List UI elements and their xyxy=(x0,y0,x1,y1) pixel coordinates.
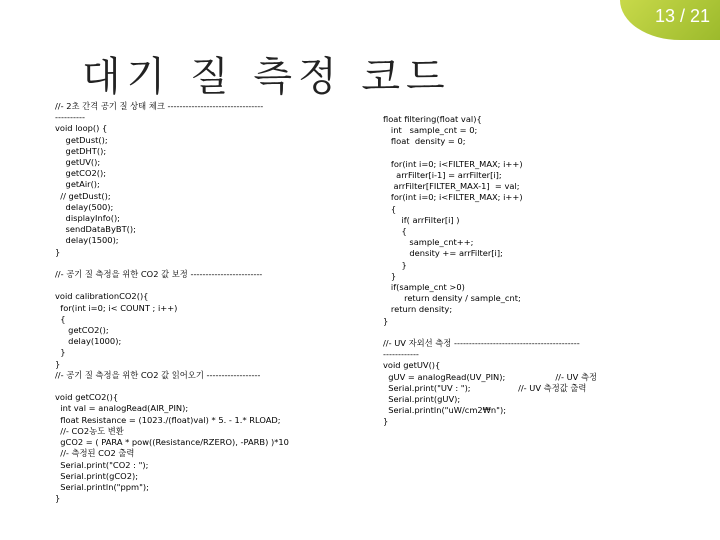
code-block-right: float filtering(float val){ int sample_cnt = 0; float density = 0; for(int i=0; i<FILTER_MAX; i++) arrFilter[i-1] = arrFilter[i]; arrFilter[FILTER_MAX-1] = val; for(int i=0; i<FILTER_MAX; i++) { if( arrFilter[i] ) { sample_cnt++; density += arrFilter[i]; } } if(sample_cnt >0) return density / sample_cnt; return density; } //- UV 자외선 측정 ------------------------------------------ ------------ void getUV(){ gUV = analogRead(UV_PIN); //- UV 측정 Serial.print("UV : "); //- UV 측정값 출력 Serial.print(gUV); Serial.println("uW/cm2₩n"); } xyxy=(383,114,598,427)
page-number: 13 / 21 xyxy=(654,6,710,26)
page-number-badge xyxy=(620,0,720,40)
code-block-left: //- 2초 간격 공기 질 상태 체크 -------------------------------- ---------- void loop() { getDust(); getDHT(); getUV(); getCO2(); getAir(); // getDust(); delay(500); displayInfo(); sendDataByBT(); delay(1500); } //- 공기 질 측정을 위한 CO2 값 보정 ------------------------ void calibrationCO2(){ for(int i=0; i< COUNT ; i++) { getCO2(); delay(1000); } } //- 공기 질 측정을 위한 CO2 값 읽어오기 ------------------ void getCO2(){ int val = analogRead(AIR_PIN); float Resistance = (1023./(float)val) * 5. - 1.* RLOAD; //- CO2농도 변환 gCO2 = ( PARA * pow((Resistance/RZERO), -PARB) )*10 //- 측정된 CO2 출력 Serial.print("CO2 : "); Serial.print(gCO2); Serial.println("ppm"); } xyxy=(55,101,289,504)
slide-title: 대기 질 측정 코드 xyxy=(82,53,451,100)
